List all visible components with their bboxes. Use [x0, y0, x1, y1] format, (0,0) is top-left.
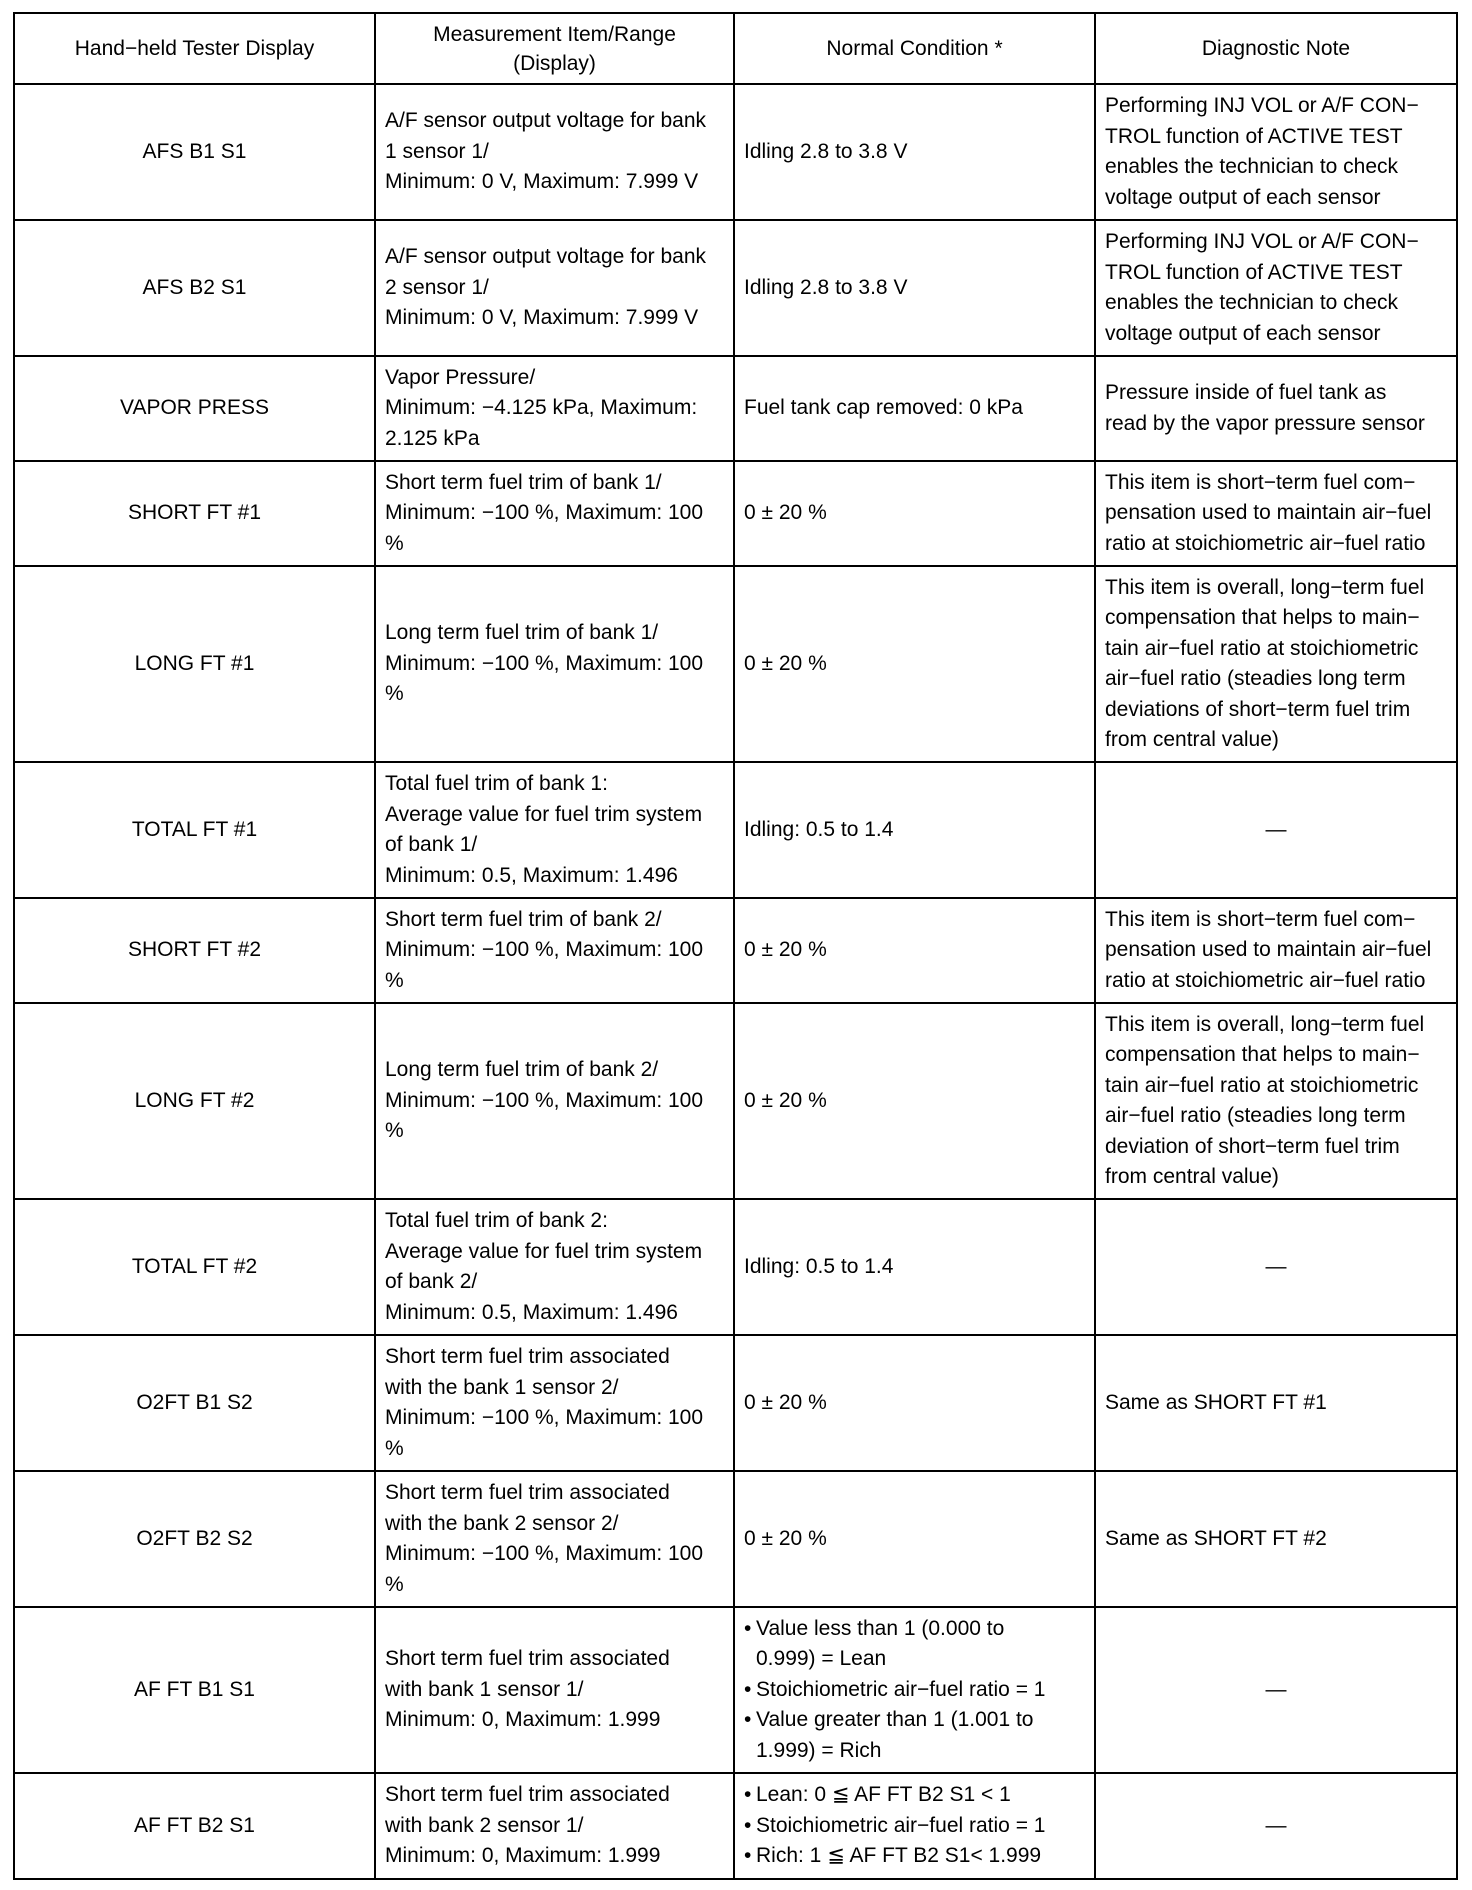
cell-tester-display: SHORT FT #1 [14, 461, 375, 566]
measurement-text-line: Minimum: 0.5, Maximum: 1.496 [385, 1300, 678, 1324]
normal-condition-text-line: 0 ± 20 % [744, 501, 827, 525]
diagnostic-note-text-line: enables the technician to check [1105, 155, 1399, 178]
header-diagnostic-note [1095, 13, 1457, 84]
cell-measurement-item [375, 220, 734, 356]
header-text-line: Measurement Item/Range [433, 22, 676, 46]
cell-tester-display: TOTAL FT #1 [14, 762, 375, 898]
diagnostic-note-text-line: ratio at stoichiometric air−fuel ratio [1105, 531, 1426, 555]
table-row [14, 1003, 1457, 1199]
diagnostic-note-text-line: — [1265, 1677, 1287, 1701]
cell-measurement-item [375, 356, 734, 461]
cell-measurement-item [375, 1335, 734, 1471]
cell-measurement-item [375, 461, 734, 566]
data-list-table [13, 12, 1458, 1880]
measurement-text-line: Minimum: −100 %, Maximum: 100 [385, 501, 704, 525]
diagnostic-note-text-line: Same as SHORT FT #1 [1105, 1390, 1327, 1414]
measurement-text-line: % [385, 968, 404, 992]
cell-normal-condition [734, 762, 1095, 898]
measurement-text-line: with the bank 2 sensor 2/ [385, 1511, 619, 1535]
cell-tester-display: LONG FT #2 [14, 1003, 375, 1199]
measurement-text-line: % [385, 1436, 404, 1460]
cell-diagnostic-note [1095, 461, 1457, 566]
normal-condition-text-line: 1.999) = Rich [756, 1738, 882, 1762]
normal-condition-bullet-list [744, 1614, 1085, 1767]
normal-condition-text-line: • Value less than 1 (0.000 to [756, 1616, 1005, 1640]
measurement-text-line: Minimum: −100 %, Maximum: 100 [385, 651, 704, 675]
cell-measurement-item [375, 566, 734, 762]
cell-normal-condition [734, 898, 1095, 1003]
measurement-text-line: Average value for fuel trim system [385, 1239, 703, 1263]
measurement-text-line: % [385, 531, 404, 555]
normal-condition-text-line: 0 ± 20 % [744, 1088, 827, 1112]
measurement-text-line: Long term fuel trim of bank 1/ [385, 621, 659, 645]
normal-condition-text-line: Fuel tank cap removed: 0 kPa [744, 396, 1023, 420]
measurement-text-line: Minimum: 0, Maximum: 1.999 [385, 1844, 661, 1868]
measurement-text-line: A/F sensor output voltage for bank [385, 245, 707, 269]
measurement-text-line: Short term fuel trim associated [385, 1647, 670, 1671]
header-text-line: Diagnostic Note [1201, 37, 1351, 60]
cell-measurement-item [375, 1773, 734, 1879]
table-row [14, 898, 1457, 1003]
header-text-line: Normal Condition * [826, 37, 1003, 60]
normal-condition-text-line: 0 ± 20 % [744, 1526, 827, 1550]
cell-tester-display: O2FT B1 S2 [14, 1335, 375, 1471]
cell-tester-display: AF FT B1 S1 [14, 1607, 375, 1773]
measurement-text-line: % [385, 1572, 404, 1596]
normal-condition-text-line: Idling: 0.5 to 1.4 [744, 817, 894, 841]
measurement-text-line: Short term fuel trim associated [385, 1345, 670, 1368]
diagnostic-note-text-line: Same as SHORT FT #2 [1105, 1526, 1327, 1550]
cell-tester-display: TOTAL FT #2 [14, 1199, 375, 1335]
measurement-text-line: % [385, 682, 404, 706]
normal-condition-text-line: 0 ± 20 % [744, 1390, 827, 1414]
diagnostic-note-text-line: pensation used to maintain air−fuel [1105, 501, 1432, 525]
measurement-text-line: 2.125 kPa [385, 426, 480, 450]
cell-diagnostic-note [1095, 762, 1457, 898]
cell-tester-display: LONG FT #1 [14, 566, 375, 762]
cell-measurement-item [375, 898, 734, 1003]
normal-condition-text-line: 0.999) = Lean [756, 1647, 887, 1671]
cell-diagnostic-note [1095, 220, 1457, 356]
diagnostic-note-text-line: voltage output of each sensor [1105, 321, 1381, 345]
diagnostic-note-text-line: deviations of short−term fuel trim [1105, 697, 1411, 721]
diagnostic-note-text-line: Performing INJ VOL or A/F CON− [1105, 94, 1419, 117]
diagnostic-note-text-line: TROL function of ACTIVE TEST [1105, 260, 1403, 284]
table-row [14, 1607, 1457, 1773]
header-text-line: (Display) [513, 51, 596, 75]
normal-condition-text-line: • Lean: 0 ≦ AF FT B2 S1 < 1 [756, 1783, 1011, 1807]
table-row [14, 220, 1457, 356]
normal-condition-bullet-item [744, 1614, 1085, 1675]
table-row [14, 566, 1457, 762]
diagnostic-note-text-line: ratio at stoichiometric air−fuel ratio [1105, 968, 1426, 992]
measurement-text-line: Total fuel trim of bank 1: [385, 772, 608, 795]
cell-tester-display: AFS B2 S1 [14, 220, 375, 356]
table-body [14, 84, 1457, 1879]
diagnostic-note-text-line: pensation used to maintain air−fuel [1105, 938, 1432, 962]
cell-normal-condition [734, 356, 1095, 461]
measurement-text-line: Minimum: 0 V, Maximum: 7.999 V [385, 170, 699, 194]
diagnostic-note-text-line: This item is short−term fuel com− [1105, 907, 1416, 931]
diagnostic-note-text-line: This item is overall, long−term fuel [1105, 575, 1425, 599]
measurement-text-line: 1 sensor 1/ [385, 139, 489, 163]
cell-diagnostic-note [1095, 1003, 1457, 1199]
measurement-text-line: Average value for fuel trim system [385, 802, 703, 826]
table-row [14, 1199, 1457, 1335]
diagnostic-note-text-line: — [1265, 1254, 1287, 1278]
diagnostic-note-text-line: TROL function of ACTIVE TEST [1105, 124, 1403, 148]
diagnostic-note-text-line: — [1265, 1813, 1287, 1837]
measurement-text-line: with bank 2 sensor 1/ [385, 1813, 584, 1837]
cell-normal-condition [734, 1607, 1095, 1773]
normal-condition-bullet-list [744, 1780, 1085, 1872]
cell-tester-display: SHORT FT #2 [14, 898, 375, 1003]
measurement-text-line: Minimum: 0 V, Maximum: 7.999 V [385, 306, 699, 330]
diagnostic-note-text-line: read by the vapor pressure sensor [1105, 411, 1425, 435]
diagnostic-note-text-line: voltage output of each sensor [1105, 185, 1381, 209]
table-row [14, 84, 1457, 220]
header-text-line: Hand−held Tester Display [74, 37, 315, 60]
header-measurement-item [375, 13, 734, 84]
cell-normal-condition [734, 84, 1095, 220]
header-normal-condition [734, 13, 1095, 84]
header-row [14, 13, 1457, 84]
normal-condition-bullet-item [744, 1780, 1085, 1811]
table-row [14, 356, 1457, 461]
table-row [14, 762, 1457, 898]
cell-diagnostic-note [1095, 566, 1457, 762]
cell-diagnostic-note [1095, 898, 1457, 1003]
normal-condition-text-line: • Stoichiometric air−fuel ratio = 1 [756, 1813, 1046, 1837]
normal-condition-text-line: • Stoichiometric air−fuel ratio = 1 [756, 1677, 1046, 1701]
cell-normal-condition [734, 1773, 1095, 1879]
cell-normal-condition [734, 1335, 1095, 1471]
cell-diagnostic-note [1095, 1199, 1457, 1335]
cell-tester-display: O2FT B2 S2 [14, 1471, 375, 1607]
cell-diagnostic-note [1095, 1335, 1457, 1471]
table-row [14, 461, 1457, 566]
measurement-text-line: Minimum: −4.125 kPa, Maximum: [385, 396, 698, 420]
cell-measurement-item [375, 84, 734, 220]
cell-diagnostic-note [1095, 84, 1457, 220]
diagnostic-note-text-line: This item is short−term fuel com− [1105, 470, 1416, 494]
measurement-text-line: Short term fuel trim of bank 1/ [385, 470, 662, 494]
table-row [14, 1471, 1457, 1607]
diagnostic-note-text-line: — [1265, 817, 1287, 841]
measurement-text-line: Long term fuel trim of bank 2/ [385, 1058, 659, 1082]
diagnostic-note-text-line: compensation that helps to main− [1105, 606, 1420, 629]
measurement-text-line: Short term fuel trim of bank 2/ [385, 907, 662, 931]
cell-normal-condition [734, 461, 1095, 566]
cell-normal-condition [734, 566, 1095, 762]
diagnostic-note-text-line: tain air−fuel ratio at stoichiometric [1105, 1073, 1419, 1097]
cell-measurement-item [375, 762, 734, 898]
measurement-text-line: with the bank 1 sensor 2/ [385, 1375, 619, 1399]
normal-condition-text-line: • Value greater than 1 (1.001 to [756, 1708, 1034, 1732]
normal-condition-text-line: Idling: 0.5 to 1.4 [744, 1254, 894, 1278]
cell-diagnostic-note [1095, 356, 1457, 461]
cell-measurement-item [375, 1471, 734, 1607]
diagnostic-note-text-line: Performing INJ VOL or A/F CON− [1105, 230, 1419, 253]
measurement-text-line: Minimum: −100 %, Maximum: 100 [385, 1088, 704, 1112]
cell-diagnostic-note [1095, 1471, 1457, 1607]
cell-measurement-item [375, 1003, 734, 1199]
diagnostic-note-text-line: deviation of short−term fuel trim [1105, 1134, 1400, 1158]
measurement-text-line: Short term fuel trim associated [385, 1783, 670, 1807]
cell-normal-condition [734, 1003, 1095, 1199]
cell-diagnostic-note [1095, 1607, 1457, 1773]
diagnostic-note-text-line: enables the technician to check [1105, 291, 1399, 314]
diagnostic-note-text-line: from central value) [1105, 728, 1279, 751]
normal-condition-text-line: 0 ± 20 % [744, 938, 827, 962]
measurement-text-line: Minimum: −100 %, Maximum: 100 [385, 1406, 704, 1429]
measurement-text-line: % [385, 1119, 404, 1143]
measurement-text-line: Minimum: −100 %, Maximum: 100 [385, 938, 704, 962]
diagnostic-note-text-line: compensation that helps to main− [1105, 1043, 1420, 1066]
data-list-table-container [13, 12, 1456, 1880]
header-tester-display [14, 13, 375, 84]
normal-condition-text-line: 0 ± 20 % [744, 651, 827, 675]
measurement-text-line: Minimum: −100 %, Maximum: 100 [385, 1542, 704, 1565]
normal-condition-text-line: Idling 2.8 to 3.8 V [744, 139, 908, 163]
cell-normal-condition [734, 1471, 1095, 1607]
measurement-text-line: Minimum: 0.5, Maximum: 1.496 [385, 863, 678, 887]
cell-measurement-item [375, 1607, 734, 1773]
normal-condition-bullet-item [744, 1675, 1085, 1706]
diagnostic-note-text-line: This item is overall, long−term fuel [1105, 1012, 1425, 1036]
cell-diagnostic-note [1095, 1773, 1457, 1879]
diagnostic-note-text-line: from central value) [1105, 1165, 1279, 1188]
diagnostic-note-text-line: Pressure inside of fuel tank as [1105, 381, 1387, 404]
measurement-text-line: of bank 1/ [385, 833, 478, 856]
cell-normal-condition [734, 1199, 1095, 1335]
normal-condition-bullet-item [744, 1811, 1085, 1842]
measurement-text-line: with bank 1 sensor 1/ [385, 1677, 584, 1701]
cell-tester-display: VAPOR PRESS [14, 356, 375, 461]
diagnostic-note-text-line: tain air−fuel ratio at stoichiometric [1105, 636, 1419, 660]
cell-measurement-item [375, 1199, 734, 1335]
cell-tester-display: AF FT B2 S1 [14, 1773, 375, 1879]
diagnostic-note-text-line: air−fuel ratio (steadies long term [1105, 1104, 1406, 1127]
cell-tester-display: AFS B1 S1 [14, 84, 375, 220]
table-row [14, 1773, 1457, 1879]
measurement-text-line: Total fuel trim of bank 2: [385, 1209, 608, 1232]
normal-condition-bullet-item [744, 1705, 1085, 1766]
measurement-text-line: Minimum: 0, Maximum: 1.999 [385, 1708, 661, 1732]
normal-condition-text-line: Idling 2.8 to 3.8 V [744, 275, 908, 299]
measurement-text-line: Vapor Pressure/ [385, 365, 536, 389]
measurement-text-line: of bank 2/ [385, 1270, 478, 1293]
normal-condition-bullet-item [744, 1841, 1085, 1872]
measurement-text-line: A/F sensor output voltage for bank [385, 109, 707, 133]
table-row [14, 1335, 1457, 1471]
cell-normal-condition [734, 220, 1095, 356]
diagnostic-note-text-line: air−fuel ratio (steadies long term [1105, 667, 1406, 690]
measurement-text-line: Short term fuel trim associated [385, 1481, 670, 1504]
normal-condition-text-line: • Rich: 1 ≦ AF FT B2 S1< 1.999 [756, 1844, 1042, 1868]
measurement-text-line: 2 sensor 1/ [385, 275, 489, 299]
